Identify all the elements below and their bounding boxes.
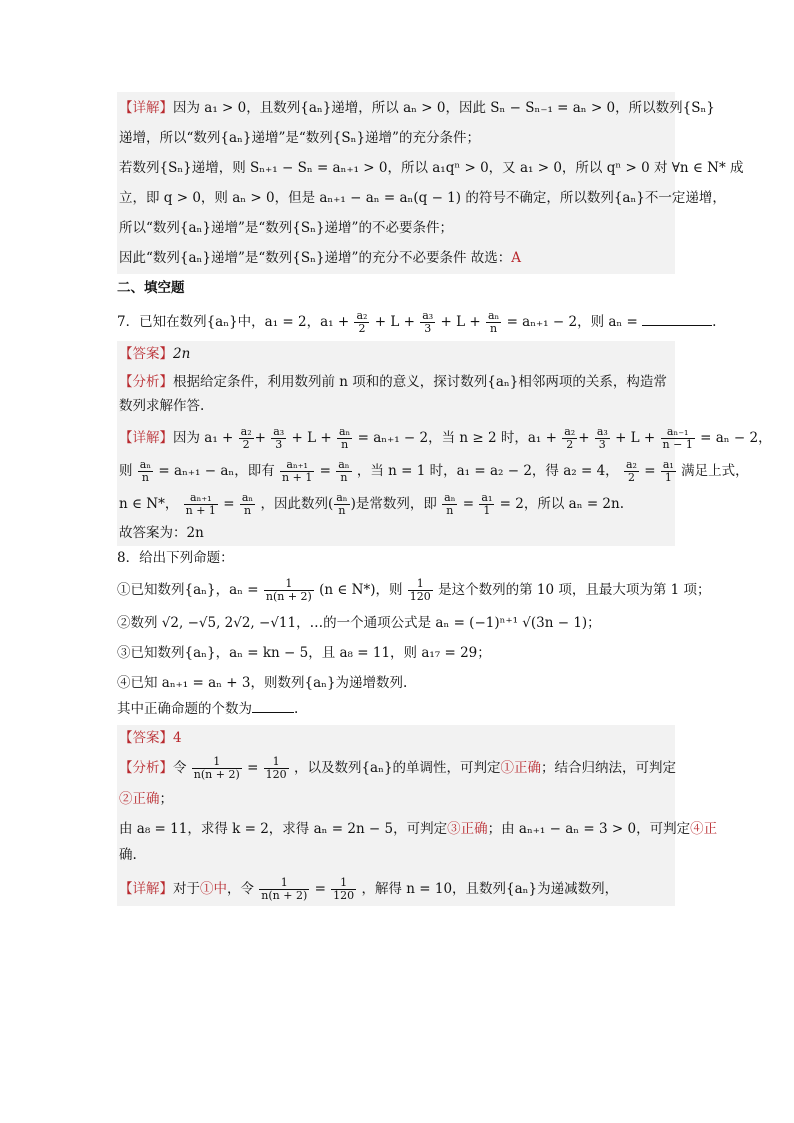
frac-a3-over-3: $\frac{\text{a₃}}{3}$ <box>422 309 434 335</box>
q7-text-end: . <box>712 314 717 330</box>
frac: $\frac{\text{a₂}}{2}$ <box>240 425 252 451</box>
q8-proposition-3: ③已知数列{aₙ}，aₙ = kn − 5，且 a₈ = 11，则 a₁₇ = 29； <box>117 645 491 661</box>
q8-proposition-1 <box>117 577 711 603</box>
t: ；结合归纳法，可判定 <box>541 760 677 776</box>
analysis-tag: 【分析】 <box>119 374 173 390</box>
t: ；由 aₙ₊₁ − aₙ = 3 > 0，可判定 <box>487 821 691 837</box>
t: ，以及数列{aₙ}的单调性，可判定 <box>293 760 501 776</box>
frac: $\frac{\text{a₂}}{2}$ <box>625 458 637 484</box>
q6-detail-block <box>117 92 744 274</box>
t: = <box>223 496 235 512</box>
q6-answer-choice: A <box>511 250 521 266</box>
q6-detail-line-1: 因为 a₁ > 0，且数列{aₙ}递增，所以 aₙ > 0，因此 Sₙ − Sₙ₋₁ = aₙ > 0，所以数列{Sₙ} <box>173 100 715 116</box>
t: )是常数列，即 <box>350 496 437 512</box>
detail-tag: 【详解】 <box>119 881 173 897</box>
q8-proposition-2: ②数列 √2, −√5, 2√2, −√11，…的一个通项公式是 aₙ = (−1)ⁿ⁺¹ √(3n − 1)； <box>117 615 601 631</box>
detail-tag: 【详解】 <box>119 100 173 116</box>
frac: $\frac{\text{a₁}}{1}$ <box>481 491 493 517</box>
frac: $\frac{\text{aₙ}}{n}$ <box>444 491 456 517</box>
frac: $\frac{\text{a₃}}{3}$ <box>596 425 608 451</box>
frac: $\frac{\text{aₙ}}{n}$ <box>241 491 254 517</box>
q8-analysis-line-3 <box>119 819 718 839</box>
frac: $\frac{1}{120}$ <box>265 755 287 781</box>
document-page <box>117 92 772 906</box>
t: 由 a₈ = 11，求得 k = 2，求得 aₙ = 2n − 5，可判定 <box>119 821 448 837</box>
t: = aₙ − 2， <box>700 430 772 446</box>
t: = aₙ₊₁ − 2，当 n ≥ 2 时，a₁ + <box>357 430 557 446</box>
t: = <box>644 463 656 479</box>
q7-text-a: 7．已知在数列{aₙ}中，a₁ = 2，a₁ + <box>117 314 350 330</box>
q7-analysis-line-2: 数列求解作答. <box>119 398 205 414</box>
t: 对于 <box>173 881 200 897</box>
t: = <box>462 496 475 512</box>
answer-tag: 【答案】 <box>119 346 173 362</box>
t: ，因此数列( <box>260 496 334 512</box>
q7-answer-blank <box>642 312 712 326</box>
q7-final-answer: 故答案为：2n <box>119 525 204 541</box>
t: ④正 <box>690 821 718 837</box>
t: + L + <box>615 430 656 446</box>
frac: $\frac{\text{aₙ}}{n}$ <box>336 491 348 517</box>
frac: $\frac{1}{120}$ <box>333 876 355 902</box>
frac: $\frac{\text{a₁}}{1}$ <box>662 458 674 484</box>
t: ③正确 <box>447 821 488 837</box>
frac-a2-over-2: $\frac{\text{a₂}}{2}$ <box>356 309 368 335</box>
frac: $\frac{1}{120}$ <box>409 577 431 603</box>
q7-analysis-line-1: 根据给定条件，利用数列前 n 项和的意义，探讨数列{aₙ}相邻两项的关系，构造常 <box>173 374 667 390</box>
t: + L + <box>291 430 332 446</box>
q8-detail-line-1 <box>119 877 673 902</box>
detail-tag: 【详解】 <box>119 430 173 446</box>
t: ； <box>159 791 173 807</box>
q6-detail-line-4: 立，即 q > 0，则 aₙ > 0，但是 aₙ₊₁ − aₙ = aₙ(q − 1) 的符号不确定，所以数列{aₙ}不一定递增， <box>119 190 726 206</box>
q7-solution-block <box>117 341 772 546</box>
q6-detail-line-6: 因此“数列{aₙ}递增”是“数列{Sₙ}递增”的充分不必要条件 故选： <box>119 250 512 266</box>
q8-question <box>117 699 675 719</box>
t: 满足上式， <box>681 463 749 479</box>
t: = <box>314 881 326 897</box>
t: = aₙ₊₁ − aₙ，即有 <box>158 463 275 479</box>
q7-detail-line-2 <box>119 458 749 484</box>
t: = <box>247 760 259 776</box>
t: ，当 n = 1 时，a₁ = a₂ − 2，得 a₂ = 4， <box>356 463 619 479</box>
q7-text-c: = aₙ₊₁ − 2，则 aₙ = <box>506 314 638 330</box>
t: = 2，所以 aₙ = 2n. <box>499 496 624 512</box>
q8-answer-blank <box>252 699 294 713</box>
t: n ∈ N*， <box>119 496 179 512</box>
q8-title: 8．给出下列命题： <box>117 550 234 566</box>
q8-analysis-line-2 <box>119 789 673 809</box>
frac: $\frac{\text{aₙ₊₁}}{n + 1}$ <box>282 458 313 484</box>
frac: $\frac{1}{n(n + 2)}$ <box>265 577 312 603</box>
t: 则 <box>119 463 133 479</box>
t: 令 <box>173 760 187 776</box>
t: 因为 a₁ + <box>173 430 234 446</box>
q6-detail-line-2: 递增，所以“数列{aₙ}递增”是“数列{Sₙ}递增”的充分条件； <box>119 130 480 146</box>
frac: $\frac{1}{n(n + 2)}$ <box>261 876 308 902</box>
q6-detail-line-5: 所以“数列{aₙ}递增”是“数列{Sₙ}递增”的不必要条件； <box>119 220 453 236</box>
frac: $\frac{\text{aₙ}}{n}$ <box>338 425 351 451</box>
t: = <box>319 463 331 479</box>
t: ，令 <box>227 881 254 897</box>
analysis-tag: 【分析】 <box>119 760 173 776</box>
q7-stem <box>117 309 717 335</box>
q7-answer-value: 2n <box>173 346 191 362</box>
q7-text-b: + L + <box>374 314 415 330</box>
t: ①已知数列{aₙ}，aₙ = <box>117 582 259 598</box>
frac-an-over-n: $\frac{\text{aₙ}}{n}$ <box>487 309 500 335</box>
q6-detail-line-3: 若数列{Sₙ}递增，则 Sₙ₊₁ − Sₙ = aₙ₊₁ > 0，所以 a₁qⁿ > 0，又 a₁ > 0，所以 qⁿ > 0 对 ∀n ∈ N* 成 <box>119 160 744 176</box>
t: ，解得 n = 10，且数列{aₙ}为递减数列， <box>361 881 619 897</box>
q7-text-b2: + L + <box>440 314 481 330</box>
frac: $\frac{1}{n(n + 2)}$ <box>193 755 240 781</box>
frac: $\frac{\text{aₙ₋₁}}{n - 1}$ <box>662 425 693 451</box>
q8-proposition-4: ④已知 aₙ₊₁ = aₙ + 3，则数列{aₙ}为递增数列. <box>117 675 408 691</box>
frac: $\frac{\text{a₂}}{2}$ <box>564 425 576 451</box>
q8-analysis-line-1 <box>119 755 677 781</box>
answer-tag: 【答案】 <box>119 730 173 746</box>
t: ②正确 <box>119 791 160 807</box>
t: ①中 <box>200 881 227 897</box>
frac: $\frac{\text{aₙ}}{n}$ <box>139 458 152 484</box>
q8-answer-value: 4 <box>173 730 182 746</box>
q8-solution-block <box>117 725 718 906</box>
t: . <box>294 701 299 717</box>
q7-detail-line-3 <box>119 492 673 517</box>
t: 其中正确命题的个数为 <box>117 701 252 717</box>
t: ①正确 <box>500 760 542 776</box>
frac: $\frac{\text{aₙ}}{n}$ <box>338 458 350 484</box>
t: 是这个数列的第 10 项，且最大项为第 1 项； <box>438 582 711 598</box>
frac: $\frac{\text{aₙ₊₁}}{n + 1}$ <box>185 491 216 517</box>
q8-analysis-line-4: 确. <box>119 847 137 863</box>
q7-detail-line-1: 【详解】因为 a₁ + $\frac{\text{a₂}}{2}$ + $\frac{\text{a₃}}{3}$ + L + $\frac{\text{aₙ}}{n}$ = aₙ₊₁ − 2，当 n ≥ 2 时，a₁ + $\frac{\text{a₂}}{2}$ + $\frac{\text{a₃}}{3}$ + L + $\frac{\text{aₙ₋₁}}{n - 1}$ = aₙ − 2， <box>119 425 772 451</box>
section-heading-fill-in: 二、填空题 <box>117 280 185 296</box>
t: (n ∈ N*)，则 <box>319 582 403 598</box>
frac: $\frac{\text{a₃}}{3}$ <box>273 425 285 451</box>
